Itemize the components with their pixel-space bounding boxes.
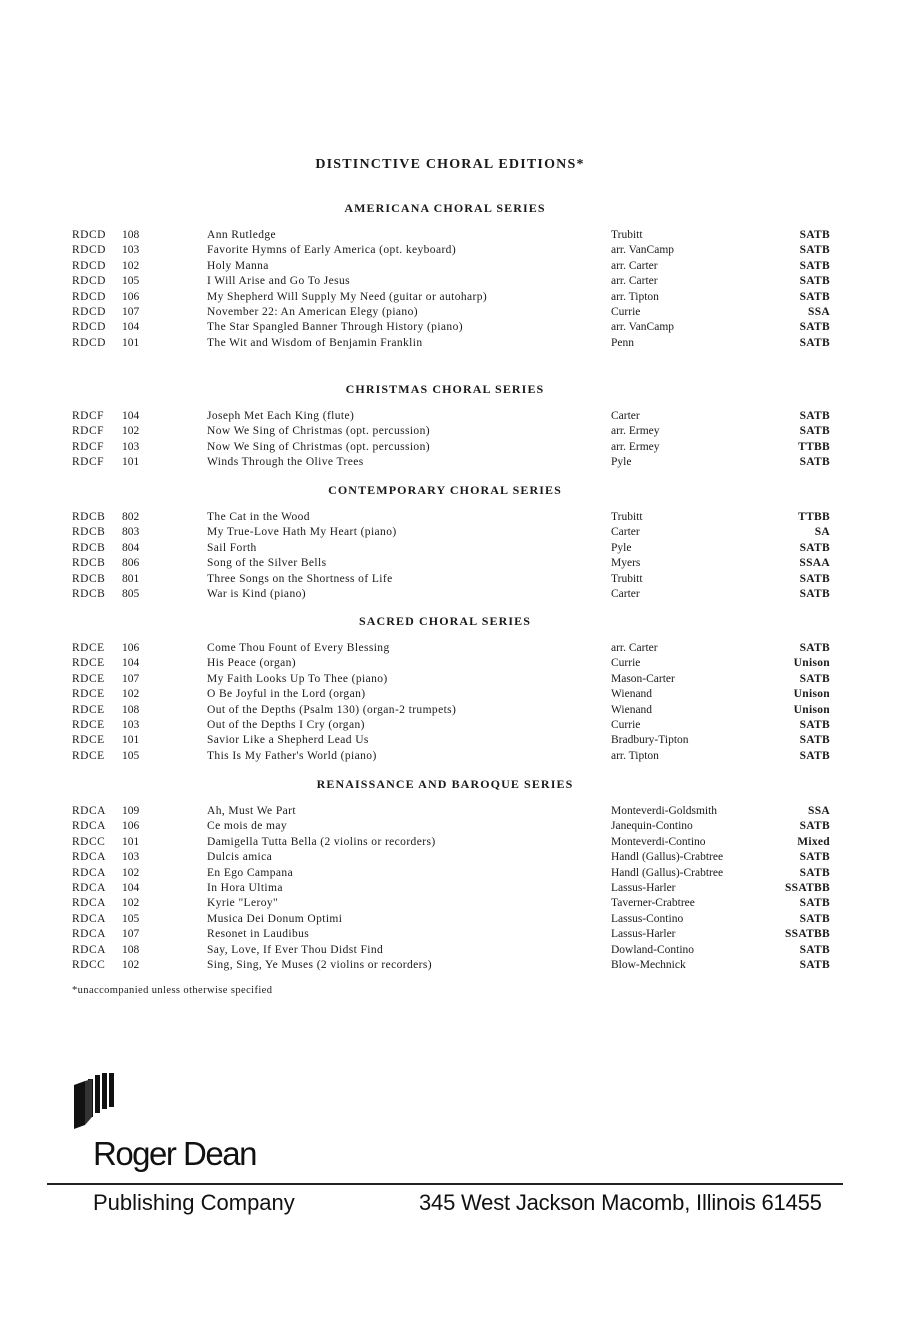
work-title: En Ego Campana [207, 866, 294, 879]
catalog-code: RDCA [72, 912, 106, 925]
work-title: The Cat in the Wood [207, 511, 310, 523]
composer: Myers [611, 557, 641, 570]
catalog-number: 106 [122, 820, 140, 833]
composer: arr. Tipton [611, 290, 659, 303]
catalog-number: 804 [122, 541, 140, 554]
catalog-row [0, 703, 900, 718]
catalog-number: 106 [122, 290, 140, 303]
work-title: Resonet in Laudibus [207, 928, 310, 941]
voicing: SATB [799, 820, 830, 833]
catalog-code: RDCF [72, 456, 105, 469]
composer: Penn [611, 336, 634, 349]
catalog-number: 102 [122, 425, 140, 438]
catalog-code: RDCB [72, 526, 106, 539]
voicing: SATB [799, 541, 830, 554]
work-title: Kyrie "Leroy" [207, 897, 279, 910]
catalog-code: RDCE [72, 688, 105, 701]
catalog-number: 108 [122, 229, 140, 241]
catalog-code: RDCB [72, 541, 106, 554]
catalog-row [0, 943, 900, 958]
work-title: The Wit and Wisdom of Benjamin Franklin [207, 336, 423, 349]
catalog-code: RDCA [72, 820, 106, 833]
composer: Carter [611, 410, 640, 422]
catalog-number: 108 [122, 943, 140, 956]
work-title: Ce mois de may [207, 820, 288, 833]
voicing: SATB [799, 866, 830, 879]
composer: Wienand [611, 688, 653, 701]
voicing: Unison [793, 688, 830, 701]
catalog-row [0, 672, 900, 687]
catalog-row [0, 718, 900, 733]
work-title: In Hora Ultima [207, 882, 283, 894]
composer: Carter [611, 526, 640, 539]
work-title: My Shepherd Will Supply My Need (guitar or autoharp) [207, 290, 488, 303]
catalog-row [0, 656, 900, 671]
work-title: Favorite Hymns of Early America (opt. keyboard) [207, 244, 457, 257]
work-title: Musica Dei Donum Optimi [207, 912, 343, 925]
voicing: SATB [799, 244, 830, 257]
voicing: SATB [799, 259, 830, 272]
composer: Monteverdi-Goldsmith [611, 805, 718, 817]
page-title: DISTINCTIVE CHORAL EDITIONS* [315, 157, 585, 172]
catalog-row [0, 881, 900, 896]
series-title: CONTEMPORARY CHORAL SERIES [328, 483, 562, 497]
catalog-code: RDCE [72, 672, 105, 685]
catalog-row [0, 733, 900, 748]
catalog-code: RDCB [72, 588, 106, 600]
catalog-row [0, 424, 900, 439]
composer: Lassus-Harler [611, 928, 676, 941]
catalog-row [0, 572, 900, 587]
voicing: TTBB [798, 440, 830, 453]
composer: Handl (Gallus)-Crabtree [611, 851, 724, 864]
footnote: *unaccompanied unless otherwise specified [72, 985, 273, 996]
catalog-number: 801 [122, 572, 140, 585]
catalog-number: 104 [122, 321, 140, 334]
catalog-code: RDCE [72, 703, 105, 716]
series-section [0, 483, 900, 600]
catalog-row [0, 866, 900, 881]
catalog-code: RDCB [72, 572, 106, 585]
catalog-row [0, 336, 900, 351]
catalog-row [0, 305, 900, 320]
voicing: SATB [799, 336, 830, 349]
catalog-number: 107 [122, 672, 140, 685]
catalog-row [0, 228, 900, 243]
catalog-code: RDCD [72, 259, 106, 272]
catalog-row [0, 556, 900, 571]
work-title: Now We Sing of Christmas (opt. percussion) [207, 440, 430, 453]
catalog-number: 101 [122, 835, 140, 848]
work-title: Dulcis amica [207, 851, 273, 864]
catalog-code: RDCA [72, 882, 106, 894]
books-icon [72, 1073, 120, 1131]
series-title: SACRED CHORAL SERIES [358, 614, 532, 628]
catalog-number: 102 [122, 897, 140, 910]
voicing: SATB [799, 290, 830, 303]
catalog-row [0, 320, 900, 335]
catalog-row [0, 510, 900, 525]
catalog-code: RDCA [72, 943, 106, 956]
composer: Carter [611, 588, 640, 600]
voicing: SATB [799, 321, 830, 334]
catalog-row [0, 641, 900, 656]
work-title: His Peace (organ) [207, 657, 296, 670]
work-title: Sing, Sing, Ye Muses (2 violins or recorders) [207, 959, 432, 971]
work-title: My Faith Looks Up To Thee (piano) [207, 672, 388, 685]
work-title: I Will Arise and Go To Jesus [207, 275, 351, 288]
catalog-row [0, 687, 900, 702]
catalog-number: 104 [122, 410, 140, 422]
voicing: SSAA [799, 557, 830, 570]
publisher-name: Roger Dean [93, 1135, 256, 1172]
composer: arr. VanCamp [611, 244, 675, 257]
catalog-number: 101 [122, 336, 140, 349]
voicing: SATB [799, 672, 830, 685]
catalog-number: 105 [122, 749, 140, 762]
voicing: SATB [799, 642, 830, 654]
voicing: SATB [799, 943, 830, 956]
composer: arr. VanCamp [611, 321, 675, 334]
voicing: SATB [799, 912, 830, 925]
voicing: TTBB [798, 511, 830, 523]
catalog-number: 103 [122, 440, 140, 453]
publisher-address: 345 West Jackson Macomb, Illinois 61455 [419, 1190, 822, 1215]
series-section [0, 201, 900, 349]
catalog-row [0, 409, 900, 424]
catalog-code: RDCC [72, 835, 106, 848]
catalog-row [0, 850, 900, 865]
catalog-code: RDCA [72, 897, 106, 910]
catalog-row [0, 541, 900, 556]
composer: Currie [611, 657, 641, 670]
catalog-number: 105 [122, 912, 140, 925]
catalog-code: RDCE [72, 749, 105, 762]
catalog-number: 104 [122, 657, 140, 670]
catalog-code: RDCE [72, 657, 105, 670]
catalog-code: RDCD [72, 290, 106, 303]
work-title: War is Kind (piano) [207, 588, 306, 600]
work-title: O Be Joyful in the Lord (organ) [207, 688, 366, 701]
catalog-code: RDCA [72, 866, 106, 879]
voicing: SATB [799, 425, 830, 438]
composer: Trubitt [611, 229, 643, 241]
catalog-number: 106 [122, 642, 140, 654]
composer: arr. Carter [611, 275, 658, 288]
catalog-row [0, 243, 900, 258]
catalog-code: RDCE [72, 719, 105, 731]
catalog-code: RDCB [72, 511, 106, 523]
catalog-number: 102 [122, 688, 140, 701]
catalog-code: RDCD [72, 275, 106, 288]
catalog-row [0, 587, 900, 602]
catalog-row [0, 455, 900, 470]
catalog-number: 104 [122, 882, 140, 894]
work-title: Out of the Depths (Psalm 130) (organ-2 trumpets) [207, 703, 457, 716]
catalog-number: 103 [122, 851, 140, 864]
work-title: Say, Love, If Ever Thou Didst Find [207, 943, 384, 956]
work-title: November 22: An American Elegy (piano) [207, 306, 418, 318]
voicing: SSA [808, 805, 830, 817]
composer: Mason-Carter [611, 672, 675, 685]
voicing: SATB [799, 851, 830, 864]
catalog-row [0, 274, 900, 289]
catalog-row [0, 749, 900, 764]
work-title: Joseph Met Each King (flute) [207, 410, 355, 422]
catalog-row [0, 912, 900, 927]
catalog-code: RDCD [72, 244, 106, 257]
composer: Trubitt [611, 511, 643, 523]
catalog-code: RDCD [72, 321, 106, 334]
work-title: Damigella Tutta Bella (2 violins or recorders) [207, 835, 436, 848]
catalog-row [0, 525, 900, 540]
voicing: SATB [799, 275, 830, 288]
series-title: CHRISTMAS CHORAL SERIES [345, 382, 545, 396]
catalog-number: 805 [122, 588, 140, 600]
work-title: Now We Sing of Christmas (opt. percussion) [207, 425, 430, 438]
catalog-code: RDCF [72, 440, 105, 453]
composer: Handl (Gallus)-Crabtree [611, 866, 724, 879]
series-title: AMERICANA CHORAL SERIES [344, 201, 546, 215]
series-section [0, 777, 900, 971]
composer: arr. Ermey [611, 425, 660, 438]
catalog-number: 107 [122, 306, 140, 318]
catalog-code: RDCA [72, 851, 106, 864]
composer: Monteverdi-Contino [611, 835, 706, 848]
series-title: RENAISSANCE AND BAROQUE SERIES [316, 777, 574, 791]
voicing: SATB [799, 897, 830, 910]
catalog-code: RDCD [72, 306, 106, 318]
catalog-number: 101 [122, 456, 140, 469]
composer: Trubitt [611, 572, 643, 585]
work-title: Holy Manna [207, 259, 269, 272]
voicing: SATB [799, 456, 830, 469]
catalog-row [0, 259, 900, 274]
catalog-number: 102 [122, 959, 140, 971]
catalog-code: RDCF [72, 410, 105, 422]
composer: arr. Carter [611, 259, 658, 272]
catalog-row [0, 835, 900, 850]
work-title: Come Thou Fount of Every Blessing [207, 642, 390, 654]
catalog-row [0, 896, 900, 911]
catalog-row [0, 958, 900, 973]
catalog-code: RDCC [72, 959, 106, 971]
composer: Currie [611, 719, 641, 731]
catalog-number: 109 [122, 805, 140, 817]
voicing: SSA [808, 306, 830, 318]
voicing: SATB [799, 572, 830, 585]
catalog-row [0, 290, 900, 305]
work-title: Out of the Depths I Cry (organ) [207, 719, 365, 731]
catalog-code: RDCD [72, 336, 106, 349]
catalog-code: RDCE [72, 734, 105, 747]
voicing: Mixed [797, 835, 830, 848]
work-title: Ann Rutledge [207, 229, 276, 241]
composer: arr. Ermey [611, 440, 660, 453]
catalog-number: 103 [122, 719, 140, 731]
composer: Lassus-Harler [611, 882, 676, 894]
work-title: Song of the Silver Bells [207, 557, 327, 570]
voicing: SATB [799, 588, 830, 600]
catalog-number: 802 [122, 511, 140, 523]
catalog-code: RDCE [72, 642, 105, 654]
catalog-row [0, 440, 900, 455]
catalog-number: 102 [122, 259, 140, 272]
catalog-code: RDCA [72, 805, 106, 817]
voicing: SATB [799, 229, 830, 241]
catalog-number: 101 [122, 734, 140, 747]
catalog-number: 803 [122, 526, 140, 539]
series-section [0, 382, 900, 469]
composer: arr. Carter [611, 642, 658, 654]
catalog-row [0, 819, 900, 834]
work-title: Savior Like a Shepherd Lead Us [207, 734, 369, 747]
composer: Bradbury-Tipton [611, 734, 689, 747]
catalog-number: 806 [122, 557, 140, 570]
voicing: SSATBB [784, 882, 830, 894]
catalog-code: RDCB [72, 557, 106, 570]
composer: Blow-Mechnick [611, 959, 686, 971]
voicing: SATB [799, 959, 830, 971]
catalog-number: 105 [122, 275, 140, 288]
composer: Janequin-Contino [611, 820, 693, 833]
series-section [0, 614, 900, 762]
work-title: Sail Forth [207, 541, 257, 554]
publisher-subtitle: Publishing Company [93, 1190, 295, 1215]
catalog-code: RDCD [72, 229, 106, 241]
catalog-code: RDCA [72, 928, 106, 941]
composer: Dowland-Contino [611, 943, 695, 956]
divider [47, 1183, 843, 1185]
catalog-row [0, 804, 900, 819]
voicing: SATB [799, 749, 830, 762]
voicing: SATB [799, 719, 830, 731]
catalog-number: 102 [122, 866, 140, 879]
composer: Wienand [611, 703, 653, 716]
composer: Taverner-Crabtree [611, 897, 695, 910]
voicing: Unison [793, 657, 830, 670]
work-title: Three Songs on the Shortness of Life [207, 572, 393, 585]
voicing: SATB [799, 410, 830, 422]
work-title: This Is My Father's World (piano) [207, 749, 377, 762]
work-title: My True-Love Hath My Heart (piano) [207, 526, 397, 539]
composer: Pyle [611, 541, 632, 554]
catalog-code: RDCF [72, 425, 105, 438]
work-title: Ah, Must We Part [207, 805, 296, 817]
voicing: SA [814, 526, 830, 539]
composer: Currie [611, 306, 641, 318]
work-title: Winds Through the Olive Trees [207, 456, 364, 469]
catalog-row [0, 927, 900, 942]
voicing: SSATBB [784, 928, 830, 941]
voicing: Unison [793, 703, 830, 716]
composer: Pyle [611, 456, 632, 469]
voicing: SATB [799, 734, 830, 747]
catalog-number: 103 [122, 244, 140, 257]
catalog-number: 108 [122, 703, 140, 716]
composer: arr. Tipton [611, 749, 659, 762]
work-title: The Star Spangled Banner Through History (piano) [207, 321, 463, 334]
catalog-number: 107 [122, 928, 140, 941]
composer: Lassus-Contino [611, 912, 684, 925]
